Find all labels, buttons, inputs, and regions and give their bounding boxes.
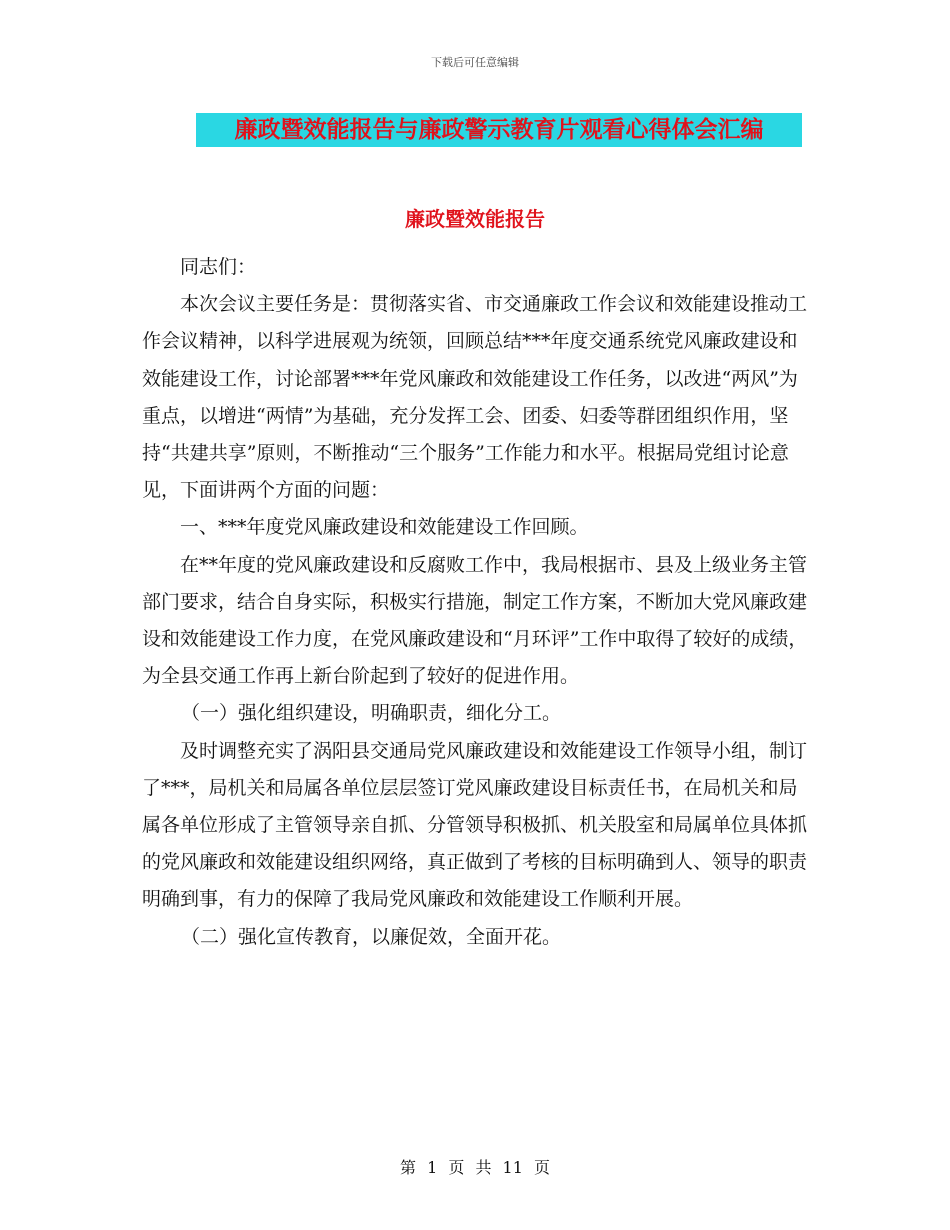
page-header-note: 下载后可任意编辑 — [431, 56, 519, 69]
page-footer: 第 1 页 共 11 页 — [400, 1158, 550, 1177]
subheading-one: （一）强化组织建设，明确职责，细化分工。 — [180, 702, 561, 725]
paragraph: 在**年度的党风廉政建设和反腐败工作中，我局根据市、县及上级业务主管部门要求，结合自身实际，积极实行措施，制定工作方案，不断加大党风廉政建设和效能建设工作力度，在党风廉政建设和“月环评”工作中取得了较好的成绩，为全县交通工作再上新台阶起到了较好的促进作用。 — [142, 553, 808, 688]
paragraph: 及时调整充实了涡阳县交通局党风廉政建设和效能建设工作领导小组，制订了***，局机关和局属各单位层层签订党风廉政建设目标责任书，在局机关和局属各单位形成了主管领导亲自抓、分管领导积极抓、机关股室和局属单位具体抓的党风廉政和效能建设组织网络，真正做到了考核的目标明确到人、领导的职责明确到事，有力的保障了我局党风廉政和效能建设工作顺利开展。 — [142, 739, 808, 911]
document-body — [142, 249, 808, 956]
document-title: 廉政暨效能报告与廉政警示教育片观看心得体会汇编 — [196, 113, 802, 147]
heading-part-one: 一、***年度党风廉政建设和效能建设工作回顾。 — [180, 516, 589, 539]
subheading-two: （二）强化宣传教育，以廉促效，全面开花。 — [180, 925, 561, 948]
salutation: 同志们： — [180, 256, 257, 278]
section-title: 廉政暨效能报告 — [405, 207, 545, 231]
paragraph: 本次会议主要任务是：贯彻落实省、市交通廉政工作会议和效能建设推动工作会议精神，以科学进展观为统领，回顾总结***年度交通系统党风廉政建设和效能建设工作，讨论部署***年党风廉政和效能建设工作任务，以改进“两风”为重点，以增进“两情”为基础，充分发挥工会、团委、妇委等群团组织作用，坚持“共建共享”原则，不断推动“三个服务”工作能力和水平。根据局党组讨论意见，下面讲两个方面的问题： — [142, 293, 808, 502]
